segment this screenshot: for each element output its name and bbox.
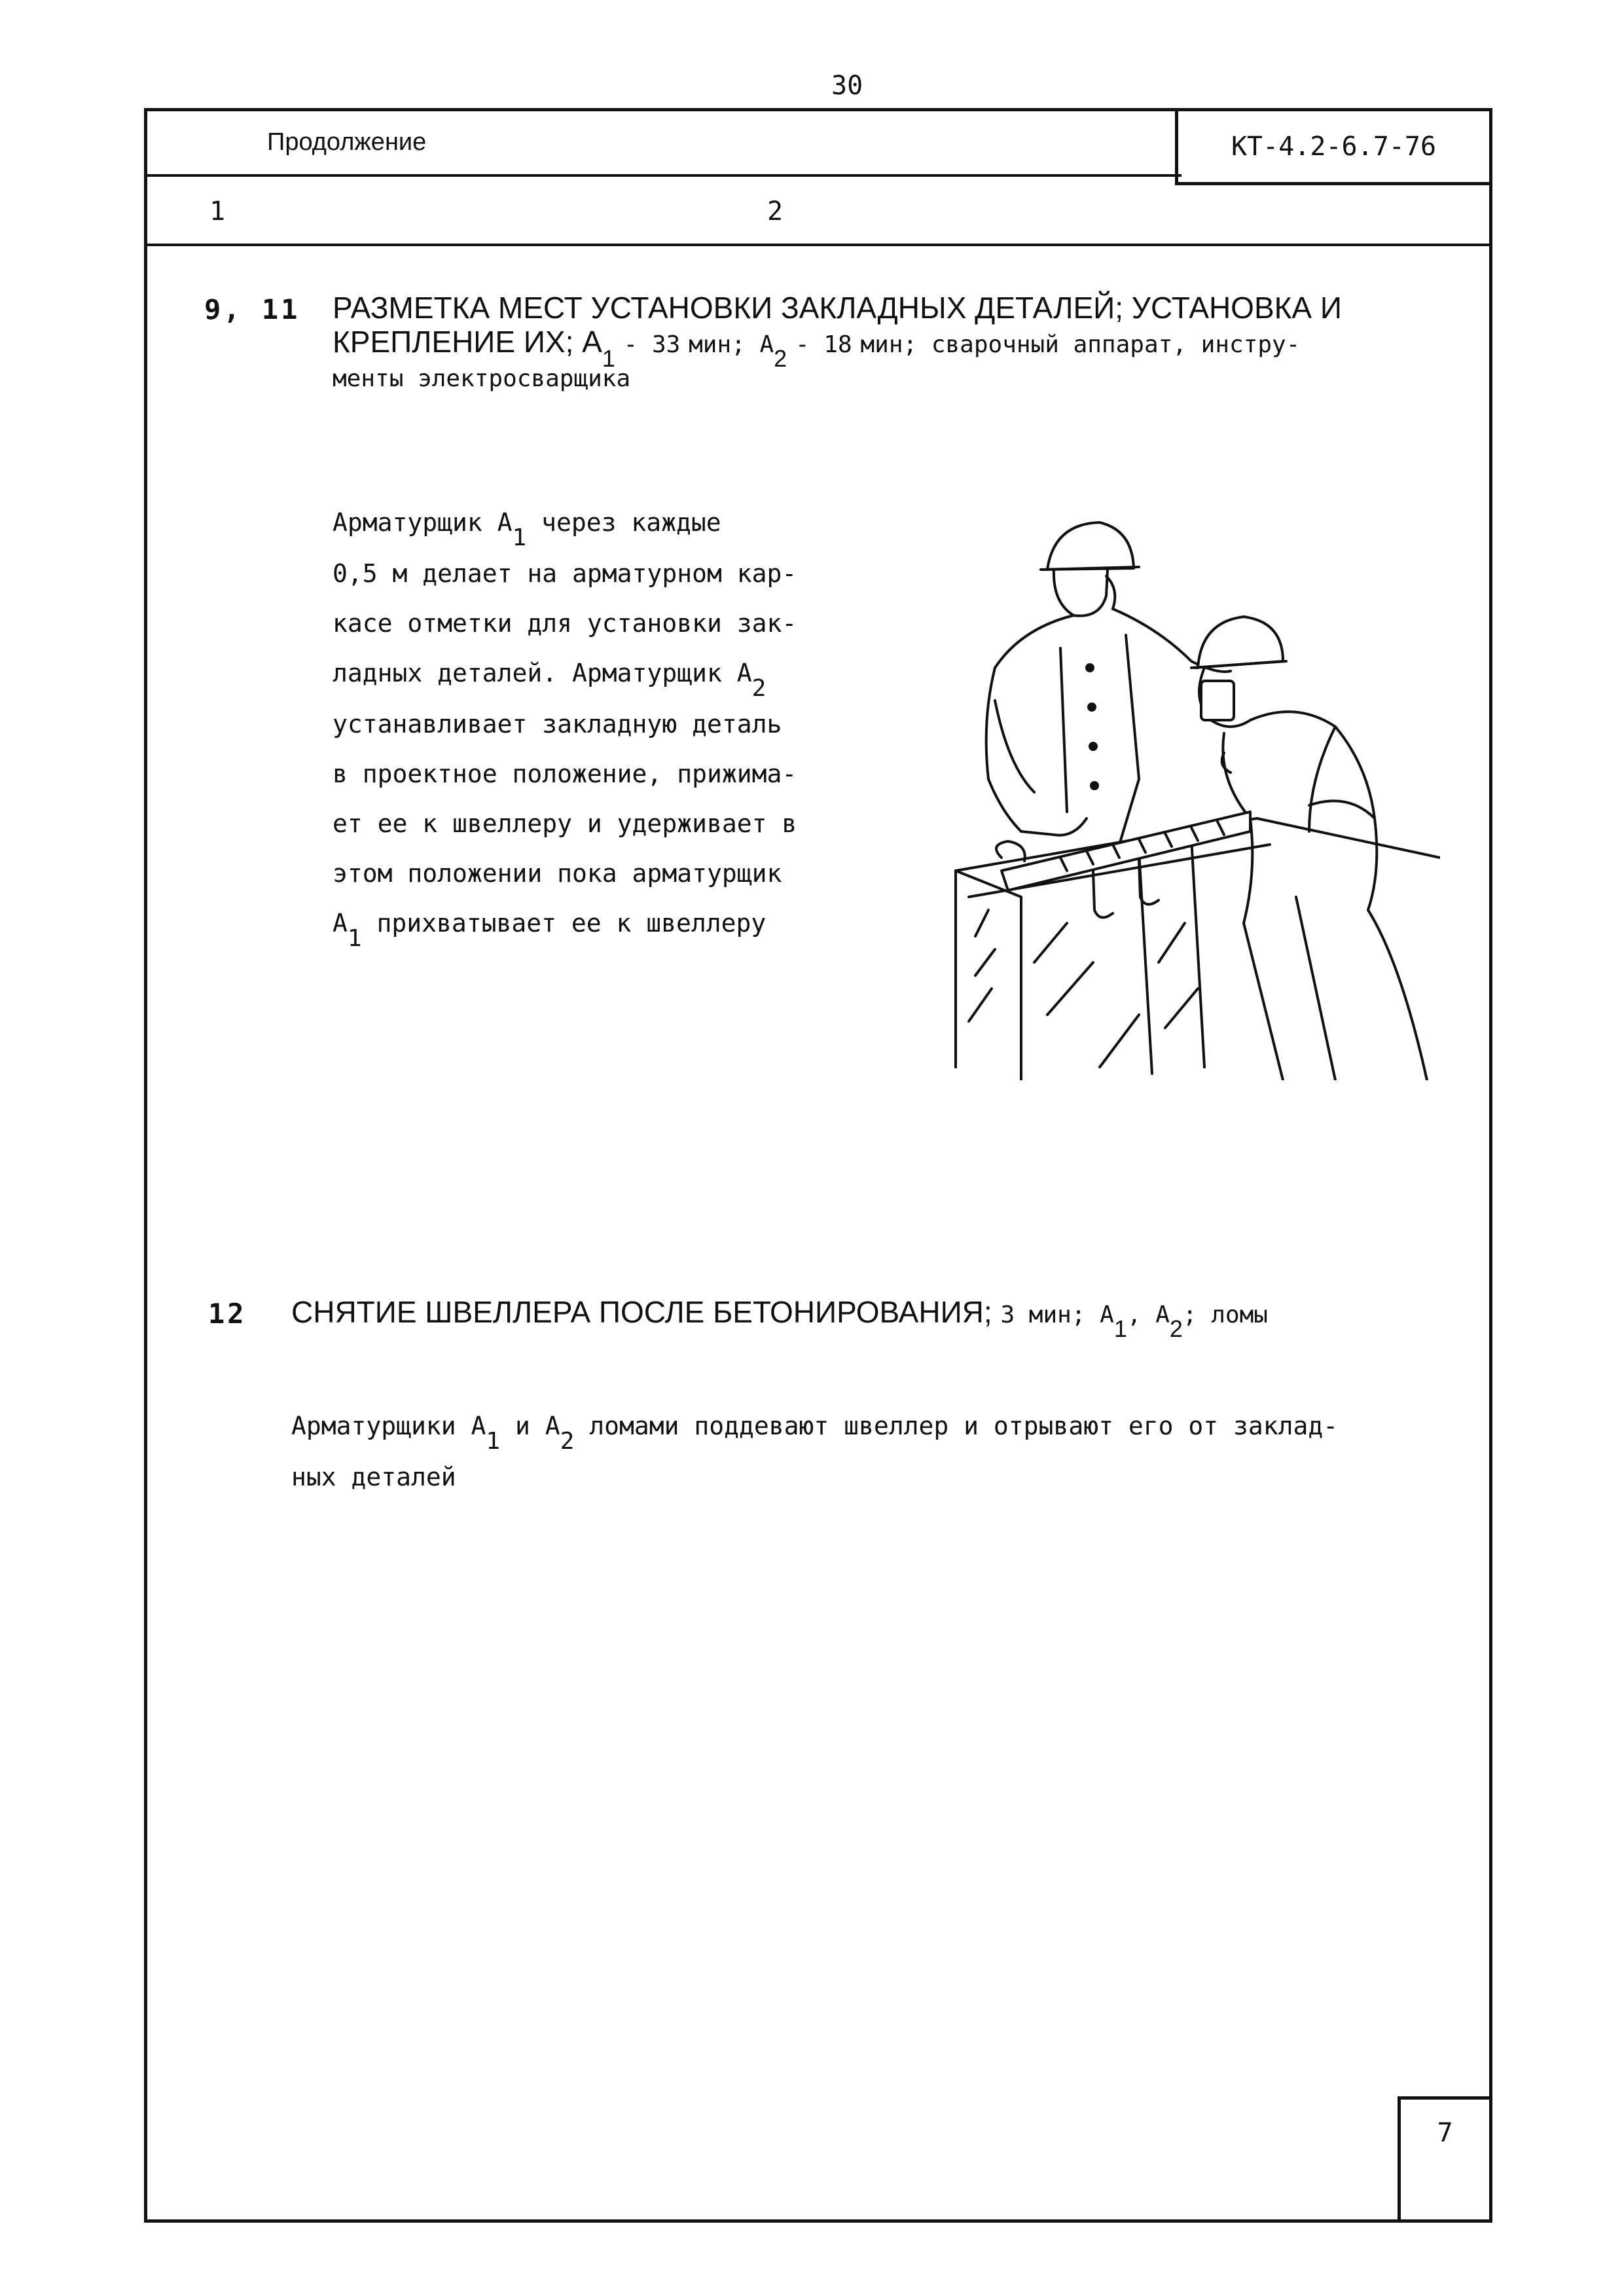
item-number: 9, 11 — [204, 293, 300, 325]
item-12-title: СНЯТИЕ ШВЕЛЛЕРА ПОСЛЕ БЕТОНИРОВАНИЯ; 3 мин; $А_1$, $А_2$; ломы — [291, 1295, 1268, 1342]
column-number-2: 2 — [767, 196, 784, 227]
sheet-number: 7 — [1398, 2096, 1492, 2223]
column-header-divider — [144, 244, 1492, 246]
item-title-line-3: менты электросварщика — [333, 365, 631, 392]
header-divider — [144, 174, 1182, 177]
column-number-1: 1 — [209, 196, 226, 227]
item-title-line-1: РАЗМЕТКА МЕСТ УСТАНОВКИ ЗАКЛАДНЫХ ДЕТАЛЕЙ; УСТАНОВКА И — [333, 291, 1342, 325]
document-code: КТ-4.2-6.7-76 — [1175, 108, 1492, 185]
item-12-description: Арматурщики А1 и А2 ломами поддевают швеллер и отрывают его от заклад- ных деталей — [291, 1412, 1339, 1491]
page-frame — [144, 108, 1492, 2223]
workers-illustration — [943, 504, 1440, 1080]
header-label: Продолжение — [267, 128, 427, 156]
page-number: 30 — [831, 71, 863, 101]
item-number-12: 12 — [208, 1298, 247, 1330]
item-description: Арматурщик А1 через каждые 0,5 м делает на арматурном кар- касе отметки для установки зак- ладных деталей. Арматурщик А2 устанавливает закладную деталь в проектное положение, прижима- ет ее к швеллеру и удерживает в этом положении пока арматурщик А1 прихватывает ее к швеллеру — [333, 508, 797, 952]
item-title — [333, 291, 1432, 396]
item-title-line-2: КРЕПЛЕНИЕ ИХ; $А_1 - 33$ мин; $А_2 - 18$ мин; сварочный аппарат, инстру- — [333, 325, 1301, 372]
